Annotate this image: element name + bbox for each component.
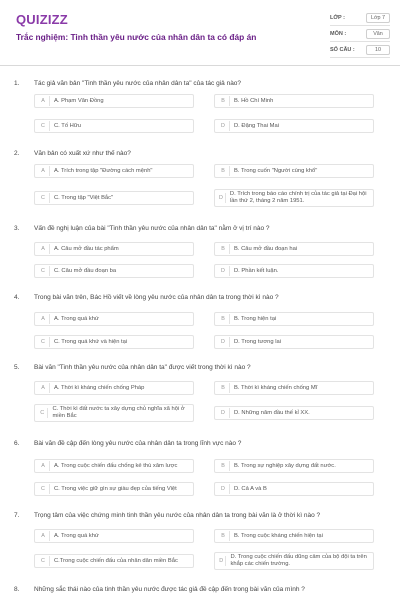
question-number: 8. (14, 586, 20, 593)
option-letter: D (217, 121, 230, 131)
meta-key: MÔN : (330, 30, 347, 37)
option-letter: B (217, 96, 230, 106)
option-b[interactable] (214, 459, 374, 473)
option-text: A. Trong quá khứ (54, 532, 99, 539)
option-text: D. Trong tương lai (234, 338, 281, 345)
option-letter: A (37, 96, 50, 106)
meta-value: Văn (366, 29, 390, 39)
option-text: A. Phạm Văn Đồng (54, 97, 104, 104)
option-text: C.Trong cuộc chiến đấu của nhân dân miền Bắc (54, 557, 178, 564)
option-c[interactable] (34, 482, 194, 496)
meta-key: LỚP : (330, 14, 345, 21)
question-number: 1. (14, 80, 20, 87)
option-d[interactable] (214, 119, 374, 133)
option-letter: B (217, 461, 230, 471)
option-text: A. Thời kì kháng chiến chống Pháp (54, 384, 145, 391)
question-number: 4. (14, 294, 20, 301)
option-a[interactable] (34, 381, 194, 395)
option-d[interactable] (214, 482, 374, 496)
option-letter: A (37, 531, 50, 541)
question-number: 5. (14, 364, 20, 371)
option-text: B. Thời kì kháng chiến chống Mĩ (234, 384, 318, 391)
option-d[interactable] (214, 406, 374, 420)
option-c[interactable] (34, 554, 194, 568)
meta-row-subject (330, 26, 390, 42)
page-title: Trắc nghiệm: Tinh thần yêu nước của nhân dân ta có đáp án (16, 32, 257, 42)
option-text: A. Trích trong tập "Đường cách mệnh" (54, 167, 153, 174)
option-text: C. Câu mở đầu đoạn ba (54, 267, 117, 274)
option-text: C. Trong việc giữ gìn sự giàu đẹp của tiếng Việt (54, 485, 177, 492)
option-text: B. Hồ Chí Minh (234, 97, 274, 104)
option-text: B. Trong cuộc kháng chiến hiện tại (234, 532, 323, 539)
option-text: B. Câu mở đầu đoạn hai (234, 245, 298, 252)
option-text: B. Trong cuốn "Người cùng khổ" (234, 167, 318, 174)
option-letter: C (37, 266, 50, 276)
option-letter: A (37, 461, 50, 471)
option-text: C. Tố Hữu (54, 122, 81, 129)
option-d[interactable] (214, 552, 374, 570)
option-a[interactable] (34, 459, 194, 473)
option-text: A. Trong quá khứ (54, 315, 99, 322)
option-letter: C (37, 337, 50, 347)
option-b[interactable] (214, 381, 374, 395)
quizizz-logo: QUIZIZZ (16, 12, 68, 27)
question-text: Trọng tâm của việc chứng minh tinh thần yêu nước của nhân dân ta trong bài văn là ở thời kì nào ? (34, 512, 321, 519)
option-d[interactable] (214, 264, 374, 278)
option-text: D. Những năm đầu thế kỉ XX. (234, 409, 310, 416)
option-d[interactable] (214, 335, 374, 349)
meta-value: Lớp 7 (366, 13, 390, 23)
option-c[interactable] (34, 335, 194, 349)
option-a[interactable] (34, 94, 194, 108)
option-letter: C (37, 193, 50, 203)
option-text: A. Câu mở đầu tác phẩm (54, 245, 119, 252)
option-letter: C (37, 408, 48, 418)
option-letter: A (37, 244, 50, 254)
option-letter: A (37, 314, 50, 324)
option-a[interactable] (34, 242, 194, 256)
question-number: 6. (14, 440, 20, 447)
option-letter: A (37, 383, 50, 393)
option-text: D. Trong cuộc chiến đấu dũng cảm của bộ đội ta trên khắp các chiến trường. (230, 554, 367, 567)
question-text: Vấn đề nghị luận của bài "Tinh thần yêu nước của nhân dân ta" nằm ở vị trí nào ? (34, 225, 270, 232)
option-letter: A (37, 166, 50, 176)
option-text: D. Trích trong báo cáo chính trị của tác giả tại Đại hội lần thứ 2, tháng 2 năm 1951. (229, 191, 367, 204)
option-text: A. Trong cuộc chiến đấu chống kẻ thù xâm lược (54, 462, 178, 469)
option-letter: C (37, 556, 50, 566)
question-number: 7. (14, 512, 20, 519)
option-a[interactable] (34, 312, 194, 326)
option-text: D. Phần kết luận. (234, 267, 279, 274)
option-letter: D (217, 193, 226, 203)
option-b[interactable] (214, 242, 374, 256)
option-text: C. Trong quá khứ và hiện tại (54, 338, 128, 345)
option-letter: B (217, 383, 230, 393)
option-letter: D (217, 337, 230, 347)
option-text: C. Thời kì đất nước ta xây dựng chủ nghĩa xã hội ở miền Bắc (52, 406, 185, 419)
option-d[interactable] (214, 189, 374, 207)
question-text: Văn bản có xuất xứ như thế nào? (34, 150, 131, 157)
option-letter: B (217, 166, 230, 176)
question-text: Tác giả văn bản "Tinh thần yêu nước của nhân dân ta" của tác giả nào? (34, 80, 242, 87)
option-text: B. Trong sự nghiệp xây dựng đất nước. (234, 462, 336, 469)
option-letter: D (217, 484, 230, 494)
option-b[interactable] (214, 529, 374, 543)
meta-row-count (330, 42, 390, 58)
option-letter: B (217, 314, 230, 324)
option-c[interactable] (34, 191, 194, 205)
option-c[interactable] (34, 404, 194, 422)
option-letter: B (217, 244, 230, 254)
option-letter: C (37, 484, 50, 494)
option-a[interactable] (34, 164, 194, 178)
question-text: Bài văn "Tinh thần yêu nước của nhân dân ta" được viết trong thời kì nào ? (34, 364, 251, 371)
option-c[interactable] (34, 264, 194, 278)
option-letter: D (217, 408, 230, 418)
option-letter: D (217, 556, 226, 566)
option-a[interactable] (34, 529, 194, 543)
meta-row-class (330, 10, 390, 26)
meta-key: SỐ CÂU : (330, 46, 355, 53)
option-b[interactable] (214, 312, 374, 326)
option-letter: B (217, 531, 230, 541)
option-letter: D (217, 266, 230, 276)
option-b[interactable] (214, 94, 374, 108)
option-text: D. Đặng Thai Mai (234, 122, 279, 129)
question-number: 2. (14, 150, 20, 157)
question-text: Bài văn đề cập đến lòng yêu nước của nhân dân ta trong lĩnh vực nào ? (34, 440, 242, 447)
option-text: D. Cả A và B (234, 485, 267, 492)
option-text: C. Trong tập "Việt Bắc" (54, 194, 114, 201)
question-text: Những sắc thái nào của tinh thần yêu nước được tác giả đề cập đến trong bài văn của mình ? (34, 586, 305, 593)
option-letter: C (37, 121, 50, 131)
option-b[interactable] (214, 164, 374, 178)
question-number: 3. (14, 225, 20, 232)
question-text: Trong bài văn trên, Bác Hồ viết về lòng yêu nước của nhân dân ta trong thời kì nào ? (34, 294, 279, 301)
worksheet-header (0, 0, 400, 66)
meta-panel (330, 10, 390, 58)
option-text: B. Trong hiện tại (234, 315, 277, 322)
option-c[interactable] (34, 119, 194, 133)
meta-value: 10 (366, 45, 390, 55)
